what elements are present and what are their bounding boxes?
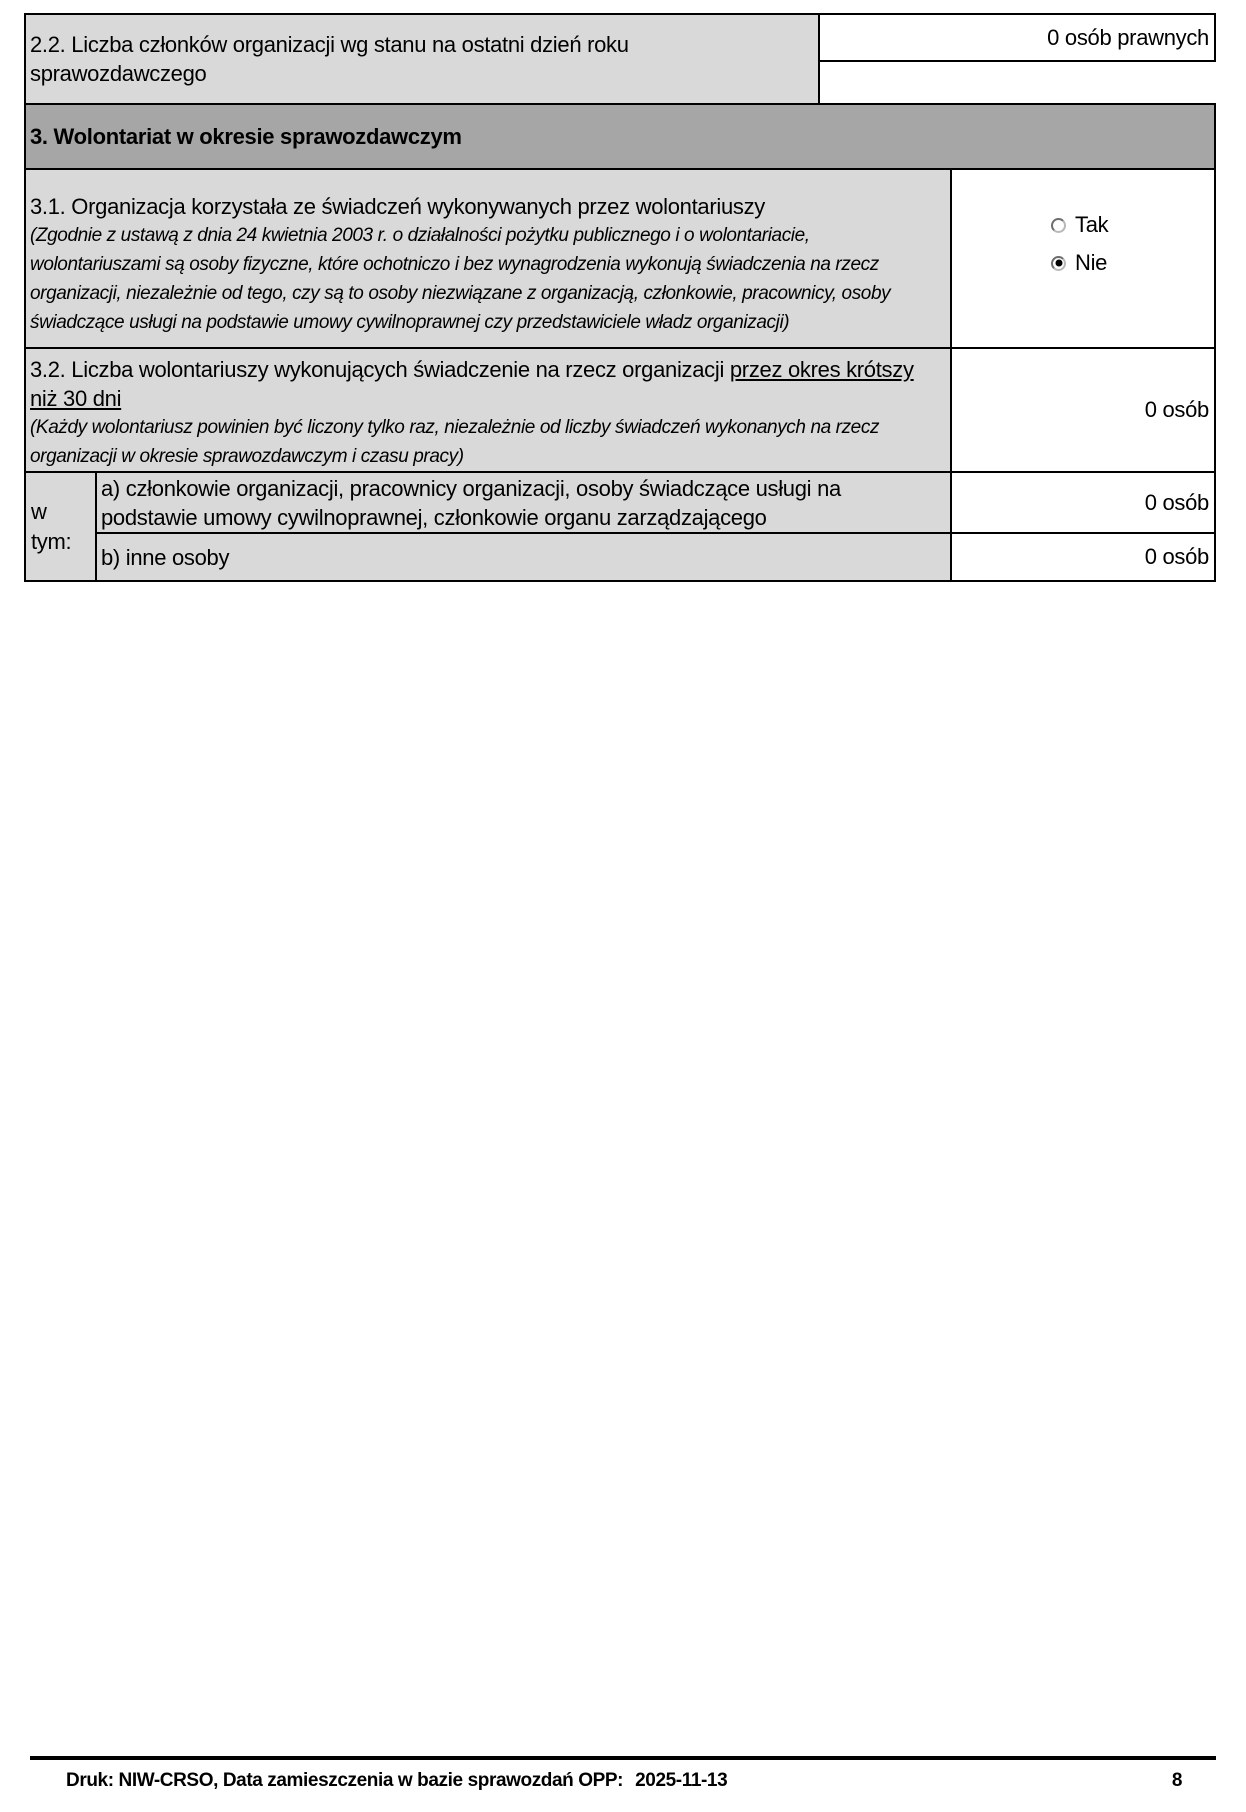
- row-2-2-value-text: 0 osób prawnych: [1047, 24, 1209, 50]
- row-b-label: [95, 532, 952, 582]
- row-3-1-label: [24, 168, 952, 349]
- row-3-2-title-normal: 3.2. Liczba wolontariuszy wykonujących świadczenie na rzecz organizacji: [30, 357, 730, 382]
- radio-tak-label: Tak: [1075, 212, 1109, 237]
- footer-print-label: Druk: NIW-CRSO, Data zamieszczenia w bazie sprawozdań OPP:: [66, 1770, 624, 1791]
- w-tym-label: w tym:: [31, 498, 72, 554]
- row-3-2-title-underlined: przez okres krótszy niż 30 dni: [30, 357, 914, 411]
- row-3-2-title: [30, 355, 942, 413]
- row-3-1-title: 3.1. Organizacja korzystała ze świadczeń wykonywanych przez wolontariuszy: [30, 194, 765, 219]
- row-3-1-note: (Zgodnie z ustawą z dnia 24 kwietnia 2003 r. o działalności pożytku publicznego i o wolontariacie, wolontariuszami są osoby fizyczne, które ochotniczo i bez wynagrodzenia wykonują świadczenia na rzecz organizacji, niezależnie od tego, czy są to osoby niezwiązane z organizacją, członkowie, pracownicy, osoby świadczące usługi na podstawie umowy cywilnoprawnej czy przedstawiciele władz organizacji): [30, 225, 891, 333]
- radio-nie-icon[interactable]: [1051, 256, 1066, 271]
- row-2-2-label-text: 2.2. Liczba członków organizacji wg stanu na ostatni dzień roku sprawozdawczego: [30, 32, 629, 86]
- row-3-2-value-box[interactable]: [950, 347, 1216, 473]
- page-number: 8: [1171, 1770, 1183, 1791]
- row-2-2-value-box[interactable]: [818, 13, 1216, 62]
- row-b-label-text: b) inne osoby: [101, 544, 230, 570]
- section-3-title: 3. Wolontariat w okresie sprawozdawczym: [30, 123, 462, 149]
- row-3-2-note: (Każdy wolontariusz powinien być liczony tylko raz, niezależnie od liczby świadczeń wykonanych na rzecz organizacji w okresie sprawozdawczym i czasu pracy): [30, 417, 880, 467]
- section-3-header: [24, 103, 1216, 170]
- radio-option-nie[interactable]: [1051, 250, 1107, 276]
- row-a-label: [95, 471, 952, 534]
- row-2-2-label: [24, 13, 820, 105]
- radio-tak-icon[interactable]: [1051, 218, 1066, 233]
- radio-nie-label: Nie: [1075, 250, 1108, 275]
- row-a-value-text: 0 osób: [1144, 489, 1209, 515]
- row-a-label-text: a) członkowie organizacji, pracownicy organizacji, osoby świadczące usługi na podstawie umowy cywilnoprawnej, członkowie organu zarządzającego: [101, 475, 841, 530]
- row-b-value-box[interactable]: [950, 532, 1216, 582]
- row-3-1-answer-box: [950, 168, 1216, 349]
- row-3-2-value-text: 0 osób: [1144, 397, 1209, 422]
- row-3-2-label: [24, 347, 952, 473]
- footer-divider: [30, 1756, 1216, 1760]
- row-a-value-box[interactable]: [950, 471, 1216, 534]
- row-b-value-text: 0 osób: [1144, 544, 1209, 569]
- footer-info: [66, 1770, 727, 1792]
- w-tym-cell: [24, 471, 97, 582]
- radio-option-tak[interactable]: [1051, 212, 1108, 238]
- footer-date: 2025-11-13: [635, 1770, 728, 1791]
